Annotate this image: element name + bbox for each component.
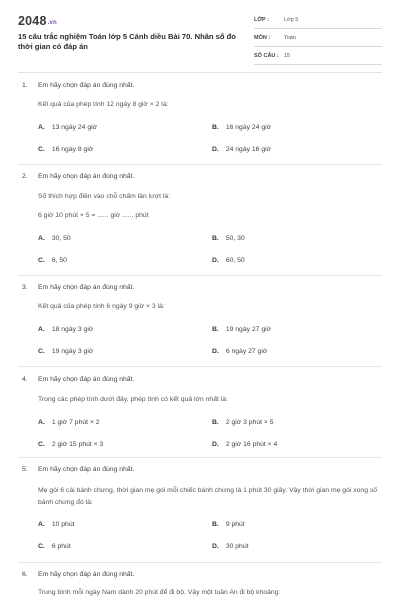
option-text: 30 phút xyxy=(225,543,249,550)
option-letter: B. xyxy=(212,235,219,242)
meta-row-class xyxy=(254,14,382,29)
option-b[interactable] xyxy=(212,521,245,528)
option-text: 2 giờ 15 phút × 3 xyxy=(51,441,104,448)
option-d[interactable] xyxy=(212,348,267,355)
meta-info xyxy=(254,14,382,68)
option-b[interactable] xyxy=(212,419,274,426)
question-text: Mẹ gói 6 cái bánh chưng, thời gian mẹ gói mỗi chiếc bánh chưng là 1 phút 30 giây. Vậy thời gian mẹ gói xong số bánh chưng đó là: xyxy=(38,487,378,506)
option-text: 9 phút xyxy=(225,521,245,528)
option-d[interactable] xyxy=(212,543,249,550)
question-number: 4. xyxy=(22,376,28,383)
question-divider xyxy=(18,457,382,458)
option-text: 60, 50 xyxy=(225,257,245,264)
question-number: 6. xyxy=(22,571,28,578)
option-letter: B. xyxy=(212,419,219,426)
option-a[interactable] xyxy=(38,124,97,131)
option-letter: B. xyxy=(212,521,219,528)
option-c[interactable] xyxy=(38,348,93,355)
option-letter: D. xyxy=(212,146,219,153)
option-c[interactable] xyxy=(38,146,93,153)
meta-row-subject xyxy=(254,32,382,47)
question-prompt: Em hãy chọn đáp án đúng nhất. xyxy=(38,284,135,291)
document-title: 15 câu trắc nghiệm Toán lớp 5 Cánh diều Bài 70. Nhân số đo thời gian có đáp án xyxy=(18,32,236,51)
option-text: 6, 50 xyxy=(51,257,67,264)
option-b[interactable] xyxy=(212,124,271,131)
question-divider xyxy=(18,164,382,165)
option-letter: D. xyxy=(212,543,219,550)
question-prompt: Em hãy chọn đáp án đúng nhất. xyxy=(38,571,135,578)
question-number: 2. xyxy=(22,173,28,180)
option-text: 2 giờ 16 phút × 4 xyxy=(225,441,278,448)
option-letter: C. xyxy=(38,146,45,153)
option-text: 24 ngày 16 giờ xyxy=(225,146,272,153)
question-text: Số thích hợp điền vào chỗ chấm lần lượt là: xyxy=(38,193,171,200)
option-text: 19 ngày 3 giờ xyxy=(51,348,94,355)
option-letter: A. xyxy=(38,235,45,242)
option-letter: B. xyxy=(212,124,219,131)
option-letter: C. xyxy=(38,257,45,264)
option-a[interactable] xyxy=(38,521,75,528)
option-c[interactable] xyxy=(38,543,71,550)
option-letter: A. xyxy=(38,419,45,426)
logo-suffix-text: .vn xyxy=(47,20,57,26)
option-text: 2 giờ 3 phút × 5 xyxy=(225,419,274,426)
meta-value-count: 15 xyxy=(284,53,291,59)
option-letter: C. xyxy=(38,348,45,355)
question-number: 1. xyxy=(22,82,28,89)
option-text: 10 phút xyxy=(51,521,75,528)
meta-label-class: LỚP : xyxy=(254,17,269,23)
option-text: 16 ngày 8 giờ xyxy=(51,146,94,153)
question-text: Kết quả của phép tính 12 ngày 8 giờ × 2 là: xyxy=(38,101,169,108)
option-text: 6 ngày 27 giờ xyxy=(225,348,268,355)
option-c[interactable] xyxy=(38,257,67,264)
option-text: 19 ngày 27 giờ xyxy=(225,326,272,333)
question-divider xyxy=(18,275,382,276)
question-text: 6 giờ 10 phút × 5 = ...... giờ ...... phút xyxy=(38,212,149,219)
meta-label-subject: MÔN : xyxy=(254,35,271,41)
question-divider xyxy=(18,562,382,563)
option-letter: D. xyxy=(212,441,219,448)
option-c[interactable] xyxy=(38,441,103,448)
option-text: 13 ngày 24 giờ xyxy=(51,124,98,131)
option-d[interactable] xyxy=(212,146,271,153)
option-text: 18 ngày 3 giờ xyxy=(51,326,94,333)
option-letter: D. xyxy=(212,348,219,355)
header-divider xyxy=(18,72,382,73)
meta-label-count: SỐ CÂU : xyxy=(254,53,279,59)
option-letter: B. xyxy=(212,326,219,333)
option-letter: A. xyxy=(38,521,45,528)
question-prompt: Em hãy chọn đáp án đúng nhất. xyxy=(38,173,135,180)
document-header xyxy=(0,0,400,78)
site-logo[interactable] xyxy=(18,14,57,28)
option-b[interactable] xyxy=(212,326,271,333)
option-text: 1 giờ 7 phút × 2 xyxy=(51,419,100,426)
question-number: 5. xyxy=(22,466,28,473)
meta-row-count xyxy=(254,50,382,65)
option-d[interactable] xyxy=(212,257,245,264)
option-letter: C. xyxy=(38,543,45,550)
meta-value-subject: Toán xyxy=(284,35,296,41)
option-a[interactable] xyxy=(38,235,71,242)
option-text: 30, 50 xyxy=(51,235,71,242)
option-a[interactable] xyxy=(38,419,100,426)
option-letter: A. xyxy=(38,326,45,333)
option-b[interactable] xyxy=(212,235,245,242)
option-text: 6 phút xyxy=(51,543,71,550)
option-a[interactable] xyxy=(38,326,93,333)
question-text: Kết quả của phép tính 6 ngày 9 giờ × 3 là: xyxy=(38,303,165,310)
option-letter: D. xyxy=(212,257,219,264)
logo-main-text: 2048 xyxy=(18,14,47,28)
option-text: 50, 30 xyxy=(225,235,245,242)
question-number: 3. xyxy=(22,284,28,291)
question-divider xyxy=(18,366,382,367)
option-d[interactable] xyxy=(212,441,277,448)
question-prompt: Em hãy chọn đáp án đúng nhất. xyxy=(38,82,135,89)
question-text: Trong các phép tính dưới đây, phép tính có kết quả lớn nhất là: xyxy=(38,396,228,403)
question-prompt: Em hãy chọn đáp án đúng nhất. xyxy=(38,376,135,383)
option-text: 16 ngày 24 giờ xyxy=(225,124,272,131)
option-letter: C. xyxy=(38,441,45,448)
option-letter: A. xyxy=(38,124,45,131)
question-text: Trung bình mỗi ngày Nam dành 20 phút để đi bộ. Vậy một tuần An đi bộ khoảng: xyxy=(38,589,281,596)
question-prompt: Em hãy chọn đáp án đúng nhất. xyxy=(38,466,135,473)
meta-value-class: Lớp 5 xyxy=(284,17,299,23)
